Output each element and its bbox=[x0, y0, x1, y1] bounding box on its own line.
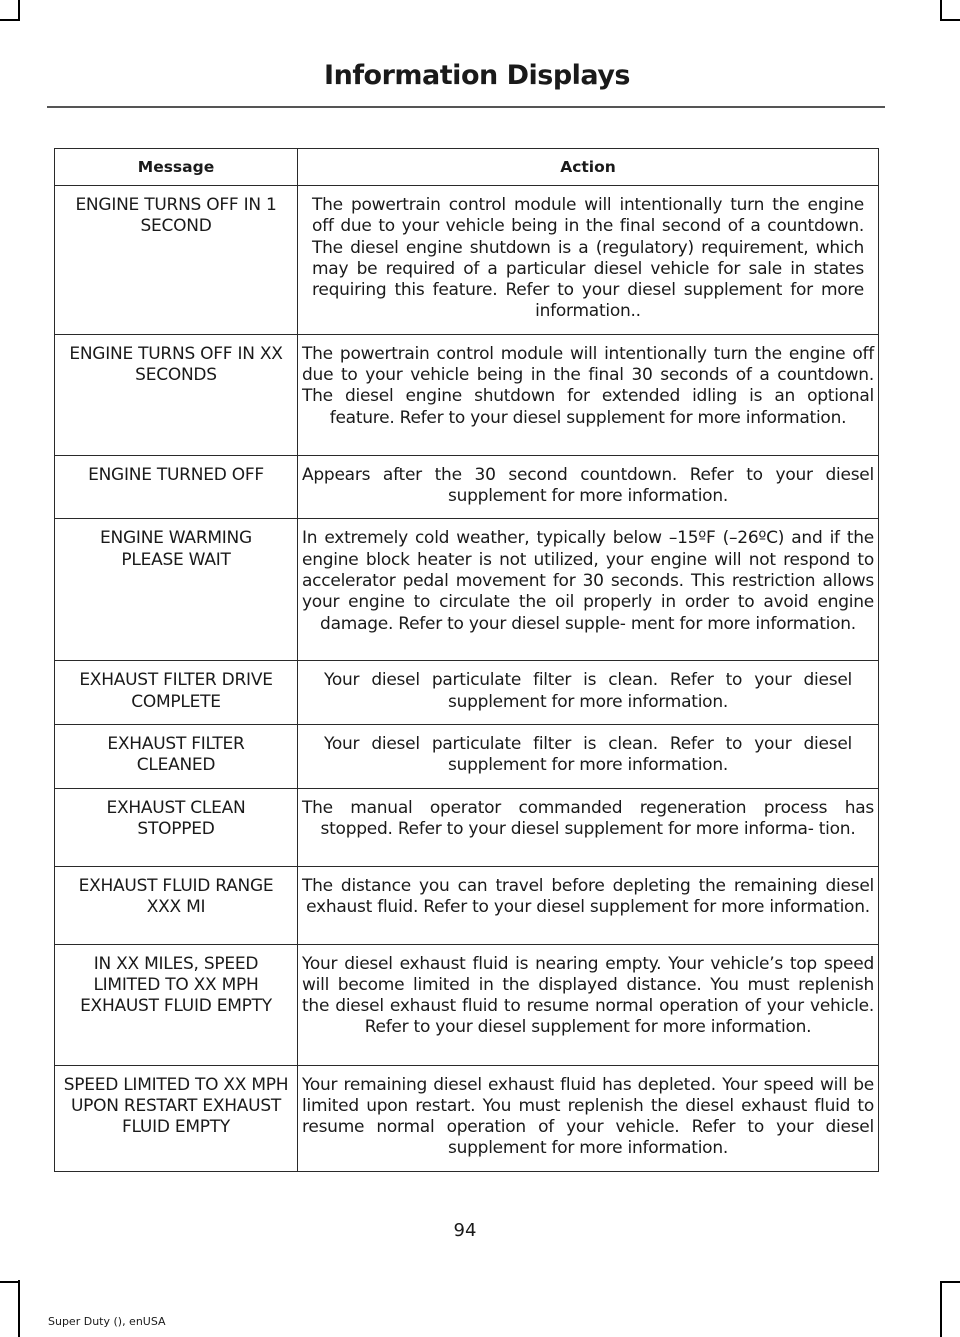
message-cell: EXHAUST FILTER CLEANED bbox=[55, 724, 298, 788]
message-cell: SPEED LIMITED TO XX MPH UPON RESTART EXHAUST FLUID EMPTY bbox=[55, 1065, 298, 1171]
edition-footer: Super Duty (), enUSA bbox=[48, 1315, 166, 1328]
table-row bbox=[55, 866, 879, 944]
message-cell: ENGINE TURNED OFF bbox=[55, 455, 298, 519]
crop-mark-bottom-right bbox=[940, 1281, 942, 1337]
action-cell: The powertrain control module will intentionally turn the engine off due to your vehicle being in the final second of a countdown. The diesel engine shutdown is a (regulatory) requirement, which may be required of a particular diesel vehicle for sale in states requiring this feature. Refer to your diesel supplement for more information.. bbox=[298, 186, 879, 335]
column-header-action: Action bbox=[298, 149, 879, 186]
crop-mark-bottom-left bbox=[0, 1281, 20, 1283]
action-cell: The manual operator commanded regeneration process has stopped. Refer to your diesel supplement for more informa- tion. bbox=[298, 788, 879, 866]
table-header-row bbox=[55, 149, 879, 186]
message-cell: EXHAUST CLEAN STOPPED bbox=[55, 788, 298, 866]
message-cell: IN XX MILES, SPEED LIMITED TO XX MPH EXHAUST FLUID EMPTY bbox=[55, 944, 298, 1065]
message-cell: EXHAUST FLUID RANGE XXX MI bbox=[55, 866, 298, 944]
action-cell: The distance you can travel before depleting the remaining diesel exhaust fluid. Refer to your diesel supplement for more information. bbox=[298, 866, 879, 944]
message-cell: ENGINE WARMING PLEASE WAIT bbox=[55, 519, 298, 661]
table-row bbox=[55, 724, 879, 788]
table-row bbox=[55, 788, 879, 866]
action-cell: Your diesel particulate filter is clean. Refer to your diesel supplement for more information. bbox=[298, 724, 879, 788]
message-cell: ENGINE TURNS OFF IN XX SECONDS bbox=[55, 334, 298, 455]
page-number: 94 bbox=[453, 1220, 477, 1241]
action-cell: Your diesel exhaust fluid is nearing empty. Your vehicle’s top speed will become limited in the displayed distance. You must replenish the diesel exhaust fluid to resume normal operation of your vehicle. Refer to your diesel supplement for more information. bbox=[298, 944, 879, 1065]
message-table bbox=[54, 148, 879, 1172]
crop-mark-bottom-left bbox=[18, 1280, 20, 1337]
message-cell: ENGINE TURNS OFF IN 1 SECOND bbox=[55, 186, 298, 335]
header-rule bbox=[47, 106, 885, 108]
page-title: Information Displays bbox=[324, 60, 630, 91]
crop-mark-top-left bbox=[18, 0, 20, 20]
crop-mark-top-right bbox=[940, 19, 960, 21]
action-cell: Your remaining diesel exhaust fluid has depleted. Your speed will be limited upon restart. You must replenish the diesel exhaust fluid to resume normal operation of your vehicle. Refer to your diesel supplement for more information. bbox=[298, 1065, 879, 1171]
table-row bbox=[55, 661, 879, 725]
action-cell: In extremely cold weather, typically below –15ºF (–26ºC) and if the engine block heater is not utilized, your engine will not respond to accelerator pedal movement for 30 seconds. This restriction allows your engine to circulate the oil properly in order to avoid engine damage. Refer to your diesel supple- ment for more information. bbox=[298, 519, 879, 661]
table-row bbox=[55, 186, 879, 335]
table-row bbox=[55, 519, 879, 661]
table-row bbox=[55, 1065, 879, 1171]
action-cell: Appears after the 30 second countdown. Refer to your diesel supplement for more information. bbox=[298, 455, 879, 519]
table-row bbox=[55, 944, 879, 1065]
action-cell: Your diesel particulate filter is clean. Refer to your diesel supplement for more information. bbox=[298, 661, 879, 725]
column-header-message: Message bbox=[55, 149, 298, 186]
crop-mark-top-right bbox=[940, 0, 942, 20]
action-cell: The powertrain control module will intentionally turn the engine off due to your vehicle being in the final 30 seconds of a countdown. The diesel engine shutdown for extended idling is an optional feature. Refer to your diesel supplement for more information. bbox=[298, 334, 879, 455]
message-cell: EXHAUST FILTER DRIVE COMPLETE bbox=[55, 661, 298, 725]
crop-mark-top-left bbox=[0, 19, 20, 21]
crop-mark-bottom-right bbox=[940, 1281, 960, 1283]
table-row bbox=[55, 334, 879, 455]
table-row bbox=[55, 455, 879, 519]
